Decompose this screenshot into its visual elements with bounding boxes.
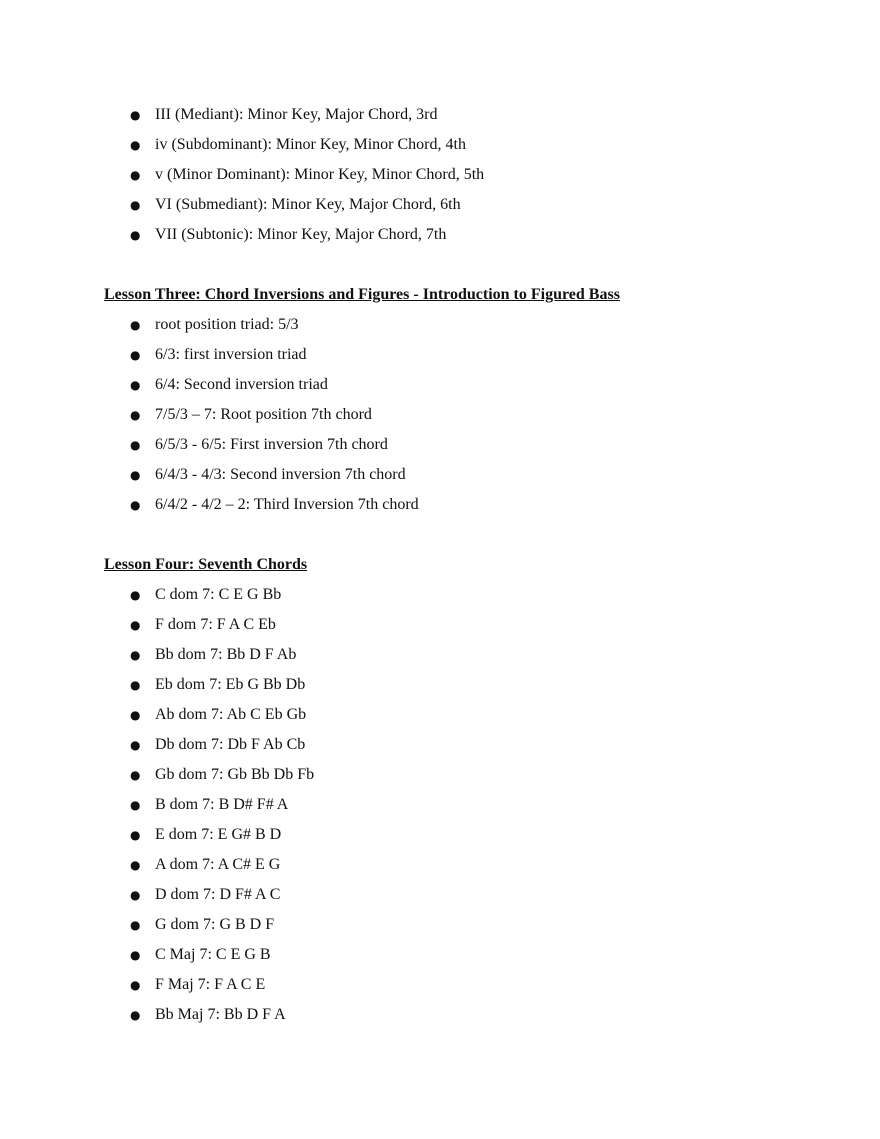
list-item-text: v (Minor Dominant): Minor Key, Minor Chord, 5th — [155, 166, 485, 183]
list-item — [0, 490, 880, 520]
list-item — [0, 430, 880, 460]
bullet-icon: ● — [130, 828, 141, 842]
bullet-icon: ● — [130, 798, 141, 812]
list-item — [0, 970, 880, 1000]
lesson-three-heading: Lesson Three: Chord Inversions and Figures - Introduction to Figured Bass — [104, 286, 620, 303]
list-item — [0, 220, 880, 250]
bullet-icon: ● — [130, 708, 141, 722]
bullet-icon: ● — [130, 138, 141, 152]
list-item-text: 6/4: Second inversion triad — [155, 376, 328, 393]
list-item — [0, 910, 880, 940]
list-item-text: F Maj 7: F A C E — [155, 976, 266, 993]
list-item — [0, 310, 880, 340]
list-item-text: D dom 7: D F# A C — [155, 886, 281, 903]
list-item-text: G dom 7: G B D F — [155, 916, 275, 933]
list-item-text: 6/4/2 - 4/2 – 2: Third Inversion 7th chord — [155, 496, 419, 513]
list-item — [0, 730, 880, 760]
list-item-text: C dom 7: C E G Bb — [155, 586, 282, 603]
list-item-text: Db dom 7: Db F Ab Cb — [155, 736, 306, 753]
list-item — [0, 340, 880, 370]
list-item — [0, 880, 880, 910]
seventh-chords-list — [0, 580, 880, 1030]
inversion-figures-list — [0, 310, 880, 520]
list-item-text: root position triad: 5/3 — [155, 316, 299, 333]
list-item-text: Eb dom 7: Eb G Bb Db — [155, 676, 306, 693]
list-item — [0, 370, 880, 400]
list-item-text: VI (Submediant): Minor Key, Major Chord, 6th — [155, 196, 461, 213]
bullet-icon: ● — [130, 198, 141, 212]
bullet-icon: ● — [130, 648, 141, 662]
list-item-text: F dom 7: F A C Eb — [155, 616, 276, 633]
bullet-icon: ● — [130, 888, 141, 902]
list-item-text: 6/3: first inversion triad — [155, 346, 307, 363]
list-item-text: VII (Subtonic): Minor Key, Major Chord, 7th — [155, 226, 447, 243]
list-item — [0, 400, 880, 430]
bullet-icon: ● — [130, 498, 141, 512]
bullet-icon: ● — [130, 318, 141, 332]
bullet-icon: ● — [130, 168, 141, 182]
bullet-icon: ● — [130, 348, 141, 362]
list-item-text: Bb dom 7: Bb D F Ab — [155, 646, 297, 663]
list-item — [0, 460, 880, 490]
bullet-icon: ● — [130, 588, 141, 602]
bullet-icon: ● — [130, 678, 141, 692]
list-item-text: Gb dom 7: Gb Bb Db Fb — [155, 766, 315, 783]
bullet-icon: ● — [130, 618, 141, 632]
list-item-text: 6/4/3 - 4/3: Second inversion 7th chord — [155, 466, 406, 483]
bullet-icon: ● — [130, 438, 141, 452]
bullet-icon: ● — [130, 378, 141, 392]
list-item — [0, 190, 880, 220]
bullet-icon: ● — [130, 1008, 141, 1022]
list-item — [0, 700, 880, 730]
list-item-text: C Maj 7: C E G B — [155, 946, 271, 963]
list-item-text: Ab dom 7: Ab C Eb Gb — [155, 706, 307, 723]
list-item-text: III (Mediant): Minor Key, Major Chord, 3rd — [155, 106, 438, 123]
list-item — [0, 100, 880, 130]
list-item — [0, 1000, 880, 1030]
bullet-icon: ● — [130, 948, 141, 962]
list-item — [0, 580, 880, 610]
list-item-text: 7/5/3 – 7: Root position 7th chord — [155, 406, 372, 423]
bullet-icon: ● — [130, 978, 141, 992]
list-item — [0, 940, 880, 970]
minor-chord-list — [0, 100, 880, 250]
bullet-icon: ● — [130, 738, 141, 752]
list-item — [0, 610, 880, 640]
bullet-icon: ● — [130, 108, 141, 122]
list-item-text: 6/5/3 - 6/5: First inversion 7th chord — [155, 436, 388, 453]
list-item-text: A dom 7: A C# E G — [155, 856, 281, 873]
lesson-four-heading: Lesson Four: Seventh Chords — [104, 556, 308, 573]
bullet-icon: ● — [130, 858, 141, 872]
list-item — [0, 640, 880, 670]
list-item-text: B dom 7: B D# F# A — [155, 796, 289, 813]
list-item — [0, 760, 880, 790]
bullet-icon: ● — [130, 768, 141, 782]
list-item — [0, 160, 880, 190]
list-item-text: Bb Maj 7: Bb D F A — [155, 1006, 286, 1023]
list-item — [0, 790, 880, 820]
list-item — [0, 130, 880, 160]
list-item — [0, 850, 880, 880]
bullet-icon: ● — [130, 228, 141, 242]
bullet-icon: ● — [130, 918, 141, 932]
list-item — [0, 670, 880, 700]
bullet-icon: ● — [130, 468, 141, 482]
bullet-icon: ● — [130, 408, 141, 422]
list-item — [0, 820, 880, 850]
list-item-text: iv (Subdominant): Minor Key, Minor Chord, 4th — [155, 136, 466, 153]
list-item-text: E dom 7: E G# B D — [155, 826, 282, 843]
